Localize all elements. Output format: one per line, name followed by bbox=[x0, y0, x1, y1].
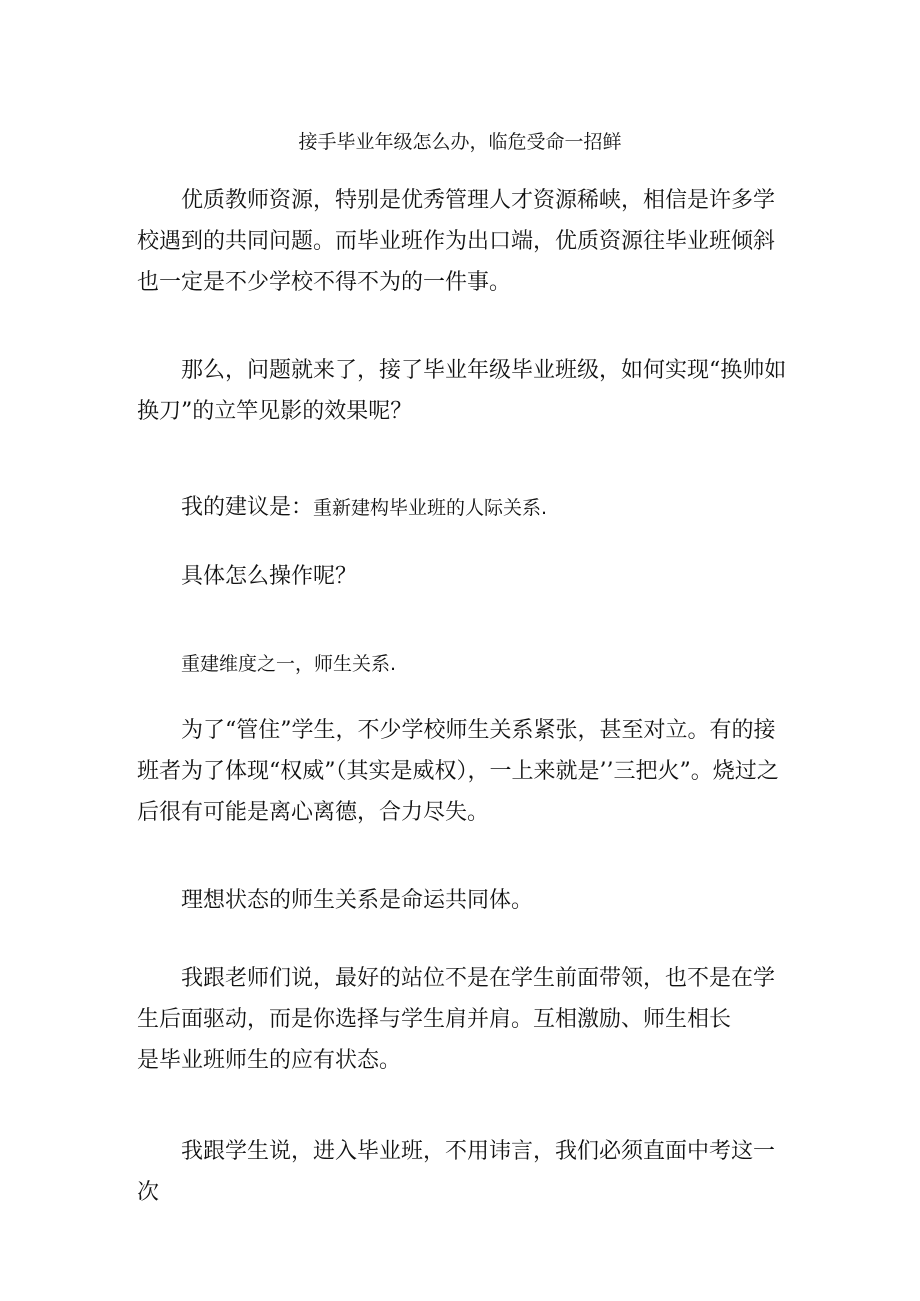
paragraph-how: 具体怎么操作呢？ bbox=[181, 564, 358, 589]
paragraph-intro: 优质教师资源，特别是优秀管理人才资源稀峡，相信是许多学校遇到的共同问题。而毕业班作为出口端，优质资源往毕业班倾斜也一定是不少学校不得不为的一件事。 bbox=[137, 188, 776, 295]
section-heading-teacher-student: 重建维度之一，师生关系. bbox=[181, 653, 397, 675]
paragraph-suggestion bbox=[137, 487, 787, 529]
paragraph-teachers bbox=[137, 958, 787, 1081]
document-title: 接手毕业年级怎么办，临危受命一招鲜 bbox=[298, 131, 622, 153]
paragraph-students: 我跟学生说，进入毕业班，不用讳言，我们必须直面中考这一次 bbox=[137, 1139, 776, 1205]
paragraph-tension: 为了“管住”学生，不少学校师生关系紧张，甚至对立。有的接班者为了体现“权威”（其实是威权），一上来就是’’三把火”。烧过之后很有可能是离心离德，合力尽失。 bbox=[137, 718, 779, 825]
teachers-text-continued: 是毕业班师生的应有状态。 bbox=[137, 1048, 402, 1073]
teachers-text: 我跟老师们说，最好的站位不是在学生前面带领，也不是在学生后面驱动，而是你选择与学生肩并肩。互相激励、师生相长 bbox=[137, 966, 776, 1032]
suggestion-text: 重新建构毕业班的人际关系. bbox=[313, 497, 548, 519]
paragraph-question: 那么，问题就来了，接了毕业年级毕业班级，如何实现“换帅如换刀”的立竿见影的效果呢？ bbox=[137, 358, 787, 424]
suggestion-prefix: 我的建议是： bbox=[181, 495, 314, 520]
paragraph-ideal: 理想状态的师生关系是命运共同体。 bbox=[181, 888, 534, 913]
